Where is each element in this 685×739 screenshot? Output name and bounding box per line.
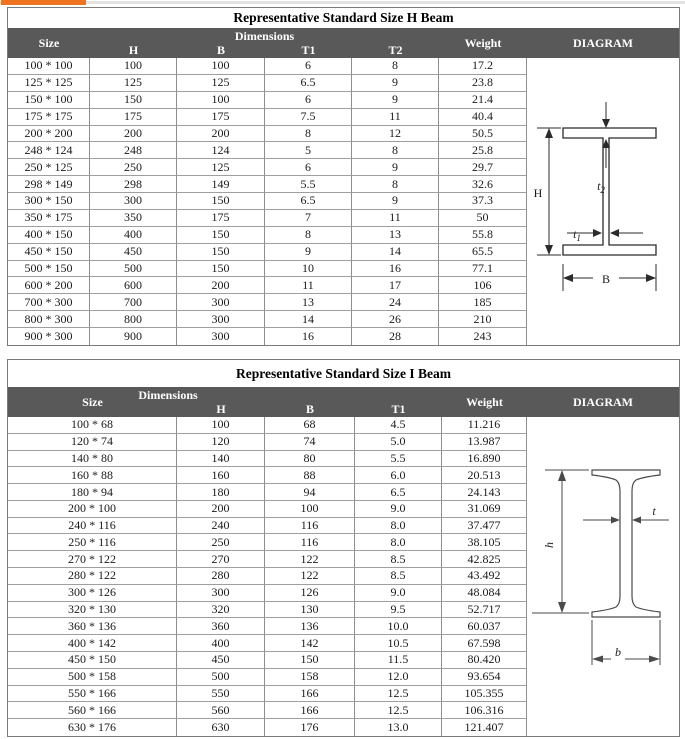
header-h: H — [128, 42, 139, 57]
table-cell-t1: 8.0 — [355, 534, 442, 551]
table-row — [8, 534, 527, 551]
table-row — [8, 686, 527, 703]
table-cell-h: 450 — [177, 652, 265, 669]
table-cell-t1: 12.0 — [355, 669, 442, 686]
table-cell-h: 100 — [177, 417, 265, 434]
table-cell-h: 250 — [177, 534, 265, 551]
i-beam-height-label: h — [542, 542, 556, 548]
table-row — [8, 311, 527, 328]
table-cell-t2: 9 — [352, 75, 439, 92]
table-cell-h: 320 — [177, 602, 265, 619]
table-cell-weight: 38.105 — [442, 534, 527, 551]
table-cell-size: 600 * 200 — [8, 277, 90, 294]
table-cell-size: 560 * 166 — [8, 702, 177, 719]
table-cell-t2: 26 — [352, 311, 439, 328]
table-cell-b: 149 — [177, 176, 265, 193]
table-row — [8, 702, 527, 719]
table-cell-t1: 9.0 — [355, 585, 442, 602]
i-beam-web-label: t — [652, 504, 656, 518]
table-cell-h: 160 — [177, 467, 265, 484]
table-cell-size: 200 * 200 — [8, 126, 90, 143]
table-cell-t1: 11 — [265, 277, 352, 294]
table-cell-t2: 9 — [352, 92, 439, 109]
header-t2: T2 — [388, 42, 403, 57]
table-row — [8, 109, 527, 126]
table-cell-b: 150 — [177, 193, 265, 210]
i-beam-table-body — [8, 417, 679, 736]
table-cell-h: 400 — [177, 635, 265, 652]
h-beam-diagram-cell — [527, 58, 679, 345]
table-cell-size: 450 * 150 — [8, 244, 90, 261]
table-cell-size: 250 * 116 — [8, 534, 177, 551]
table-row — [8, 652, 527, 669]
table-cell-t1: 9.5 — [355, 602, 442, 619]
table-cell-b: 126 — [265, 585, 355, 602]
table-row — [8, 328, 527, 345]
table-cell-t2: 11 — [352, 109, 439, 126]
table-cell-t1: 8.5 — [355, 568, 442, 585]
table-row — [8, 501, 527, 518]
table-cell-t1: 4.5 — [355, 417, 442, 434]
header-diagram: DIAGRAM — [573, 394, 633, 409]
table-row — [8, 142, 527, 159]
table-cell-t2: 12 — [352, 126, 439, 143]
table-cell-size: 248 * 124 — [8, 142, 90, 159]
table-cell-size: 298 * 149 — [8, 176, 90, 193]
table-cell-t1: 11.5 — [355, 652, 442, 669]
table-cell-size: 200 * 100 — [8, 501, 177, 518]
table-row — [8, 551, 527, 568]
table-cell-b: 300 — [177, 311, 265, 328]
i-beam-table-title: Representative Standard Size I Beam — [236, 365, 451, 381]
table-cell-weight: 25.8 — [439, 142, 527, 159]
table-cell-t1: 13.0 — [355, 719, 442, 736]
table-cell-b: 300 — [177, 328, 265, 345]
table-cell-t2: 13 — [352, 227, 439, 244]
h-beam-web-label: $t_1$ — [573, 227, 581, 243]
table-cell-t2: 8 — [352, 58, 439, 75]
table-cell-size: 270 * 122 — [8, 551, 177, 568]
table-cell-b: 175 — [177, 109, 265, 126]
table-cell-weight: 29.7 — [439, 159, 527, 176]
table-row — [8, 58, 527, 75]
table-cell-weight: 80.420 — [442, 652, 527, 669]
table-row — [8, 669, 527, 686]
table-cell-size: 250 * 125 — [8, 159, 90, 176]
table-cell-weight: 24.143 — [442, 484, 527, 501]
table-cell-weight: 13.987 — [442, 434, 527, 451]
table-cell-weight: 121.407 — [442, 719, 527, 736]
table-row — [8, 719, 527, 736]
table-cell-size: 800 * 300 — [8, 311, 90, 328]
table-cell-weight: 50.5 — [439, 126, 527, 143]
table-cell-h: 270 — [177, 551, 265, 568]
table-cell-h: 150 — [90, 92, 177, 109]
table-cell-t1: 6.0 — [355, 467, 442, 484]
table-cell-t2: 9 — [352, 159, 439, 176]
table-cell-t1: 6.5 — [355, 484, 442, 501]
table-cell-size: 400 * 142 — [8, 635, 177, 652]
table-cell-size: 120 * 74 — [8, 434, 177, 451]
table-cell-h: 140 — [177, 451, 265, 468]
table-cell-t1: 10.5 — [355, 635, 442, 652]
header-b: B — [305, 401, 314, 416]
table-cell-size: 500 * 158 — [8, 669, 177, 686]
table-cell-b: 150 — [177, 227, 265, 244]
table-cell-b: 116 — [265, 518, 355, 535]
table-cell-t2: 9 — [352, 193, 439, 210]
table-cell-weight: 60.037 — [442, 618, 527, 635]
table-cell-h: 200 — [90, 126, 177, 143]
table-cell-b: 80 — [265, 451, 355, 468]
table-cell-weight: 77.1 — [439, 261, 527, 278]
table-cell-h: 700 — [90, 294, 177, 311]
table-cell-h: 300 — [177, 585, 265, 602]
header-dimensions: Dimensions — [234, 28, 295, 43]
table-cell-weight: 21.4 — [439, 92, 527, 109]
table-cell-b: 150 — [177, 244, 265, 261]
table-cell-t1: 8.5 — [355, 551, 442, 568]
h-beam-width-label: B — [601, 272, 611, 286]
table-cell-t1: 6.5 — [265, 75, 352, 92]
table-cell-size: 320 * 130 — [8, 602, 177, 619]
table-cell-t1: 10.0 — [355, 618, 442, 635]
table-cell-b: 150 — [265, 652, 355, 669]
i-beam-diagram — [527, 417, 679, 736]
h-beam-table-body — [8, 58, 679, 345]
table-cell-size: 240 * 116 — [8, 518, 177, 535]
table-cell-t2: 8 — [352, 142, 439, 159]
table-cell-size: 175 * 175 — [8, 109, 90, 126]
table-cell-h: 300 — [90, 193, 177, 210]
table-cell-h: 450 — [90, 244, 177, 261]
table-cell-weight: 210 — [439, 311, 527, 328]
table-cell-size: 500 * 150 — [8, 261, 90, 278]
table-cell-b: 150 — [177, 261, 265, 278]
table-cell-h: 298 — [90, 176, 177, 193]
table-cell-weight: 32.6 — [439, 176, 527, 193]
table-cell-h: 200 — [177, 501, 265, 518]
table-cell-t2: 11 — [352, 210, 439, 227]
table-cell-weight: 243 — [439, 328, 527, 345]
table-cell-h: 240 — [177, 518, 265, 535]
table-row — [8, 434, 527, 451]
table-row — [8, 568, 527, 585]
table-cell-size: 300 * 126 — [8, 585, 177, 602]
table-cell-b: 122 — [265, 551, 355, 568]
table-row — [8, 294, 527, 311]
header-diagram: DIAGRAM — [573, 35, 633, 50]
table-row — [8, 585, 527, 602]
table-cell-b: 130 — [265, 602, 355, 619]
table-cell-size: 300 * 150 — [8, 193, 90, 210]
table-cell-weight: 55.8 — [439, 227, 527, 244]
table-row — [8, 92, 527, 109]
table-cell-h: 280 — [177, 568, 265, 585]
table-cell-size: 700 * 300 — [8, 294, 90, 311]
header-weight: Weight — [466, 394, 503, 409]
table-cell-b: 74 — [265, 434, 355, 451]
table-cell-t2: 17 — [352, 277, 439, 294]
table-cell-t1: 6 — [265, 159, 352, 176]
h-beam-table — [7, 7, 680, 346]
table-cell-size: 125 * 125 — [8, 75, 90, 92]
i-beam-data-grid — [8, 417, 527, 736]
table-row — [8, 635, 527, 652]
table-cell-b: 125 — [177, 159, 265, 176]
table-cell-t1: 9.0 — [355, 501, 442, 518]
table-cell-h: 250 — [90, 159, 177, 176]
table-cell-b: 176 — [265, 719, 355, 736]
table-cell-h: 360 — [177, 618, 265, 635]
table-row — [8, 451, 527, 468]
table-row — [8, 159, 527, 176]
table-row — [8, 602, 527, 619]
table-cell-weight: 185 — [439, 294, 527, 311]
table-cell-size: 550 * 166 — [8, 686, 177, 703]
header-t1: T1 — [391, 401, 406, 416]
table-cell-b: 125 — [177, 75, 265, 92]
i-beam-diagram-cell — [527, 417, 679, 736]
table-cell-t1: 6 — [265, 58, 352, 75]
h-beam-table-title: Representative Standard Size H Beam — [233, 10, 454, 25]
table-cell-t1: 8 — [265, 227, 352, 244]
table-cell-weight: 106 — [439, 277, 527, 294]
table-cell-weight: 16.890 — [442, 451, 527, 468]
h-beam-table-header — [8, 28, 679, 58]
table-row — [8, 176, 527, 193]
table-cell-t1: 9 — [265, 244, 352, 261]
table-row — [8, 244, 527, 261]
table-cell-weight: 50 — [439, 210, 527, 227]
table-cell-h: 100 — [90, 58, 177, 75]
table-cell-t1: 10 — [265, 261, 352, 278]
table-cell-t2: 16 — [352, 261, 439, 278]
table-cell-t1: 5 — [265, 142, 352, 159]
table-cell-size: 100 * 68 — [8, 417, 177, 434]
i-beam-table — [7, 359, 680, 737]
header-weight: Weight — [464, 35, 502, 50]
table-cell-h: 125 — [90, 75, 177, 92]
table-cell-weight: 37.3 — [439, 193, 527, 210]
table-cell-t2: 28 — [352, 328, 439, 345]
table-cell-t2: 8 — [352, 176, 439, 193]
table-cell-h: 248 — [90, 142, 177, 159]
table-row — [8, 227, 527, 244]
table-cell-size: 150 * 100 — [8, 92, 90, 109]
table-cell-t1: 8 — [265, 126, 352, 143]
table-cell-weight: 20.513 — [442, 467, 527, 484]
table-cell-t2: 24 — [352, 294, 439, 311]
header-h: H — [216, 401, 226, 416]
table-row — [8, 618, 527, 635]
table-cell-weight: 52.717 — [442, 602, 527, 619]
table-cell-t1: 12.5 — [355, 686, 442, 703]
table-cell-h: 120 — [177, 434, 265, 451]
table-cell-weight: 105.355 — [442, 686, 527, 703]
table-cell-t1: 5.5 — [265, 176, 352, 193]
h-beam-flange-label: $t_2$ — [597, 179, 605, 195]
table-row — [8, 417, 527, 434]
table-cell-weight: 23.8 — [439, 75, 527, 92]
i-beam-table-header — [8, 387, 679, 417]
progress-bar-track — [0, 1, 685, 4]
table-cell-t1: 7.5 — [265, 109, 352, 126]
table-row — [8, 467, 527, 484]
table-row — [8, 277, 527, 294]
table-cell-b: 166 — [265, 686, 355, 703]
h-beam-diagram — [527, 58, 679, 345]
table-cell-size: 360 * 136 — [8, 618, 177, 635]
table-cell-t2: 14 — [352, 244, 439, 261]
h-beam-height-label: H — [533, 186, 543, 200]
header-size: Size — [82, 394, 103, 409]
table-cell-h: 560 — [177, 702, 265, 719]
table-cell-h: 175 — [90, 109, 177, 126]
table-cell-t1: 6.5 — [265, 193, 352, 210]
table-cell-size: 280 * 122 — [8, 568, 177, 585]
table-cell-weight: 67.598 — [442, 635, 527, 652]
table-cell-b: 68 — [265, 417, 355, 434]
table-cell-b: 158 — [265, 669, 355, 686]
table-cell-b: 100 — [177, 92, 265, 109]
table-cell-h: 550 — [177, 686, 265, 703]
table-cell-b: 136 — [265, 618, 355, 635]
table-cell-t1: 14 — [265, 311, 352, 328]
table-cell-size: 100 * 100 — [8, 58, 90, 75]
table-cell-weight: 42.825 — [442, 551, 527, 568]
table-cell-weight: 17.2 — [439, 58, 527, 75]
table-cell-t1: 16 — [265, 328, 352, 345]
table-cell-h: 180 — [177, 484, 265, 501]
table-cell-b: 166 — [265, 702, 355, 719]
table-cell-size: 140 * 80 — [8, 451, 177, 468]
table-cell-t1: 13 — [265, 294, 352, 311]
table-cell-t1: 8.0 — [355, 518, 442, 535]
table-cell-h: 500 — [177, 669, 265, 686]
table-cell-b: 122 — [265, 568, 355, 585]
table-cell-h: 900 — [90, 328, 177, 345]
table-cell-size: 180 * 94 — [8, 484, 177, 501]
table-cell-size: 630 * 176 — [8, 719, 177, 736]
table-cell-h: 800 — [90, 311, 177, 328]
table-cell-b: 116 — [265, 534, 355, 551]
table-cell-size: 160 * 88 — [8, 467, 177, 484]
table-cell-t1: 7 — [265, 210, 352, 227]
table-cell-size: 350 * 175 — [8, 210, 90, 227]
table-cell-size: 900 * 300 — [8, 328, 90, 345]
table-cell-b: 300 — [177, 294, 265, 311]
table-cell-b: 142 — [265, 635, 355, 652]
header-dimensions: Dimensions — [138, 387, 198, 402]
table-cell-size: 400 * 150 — [8, 227, 90, 244]
table-cell-weight: 43.492 — [442, 568, 527, 585]
table-cell-b: 200 — [177, 126, 265, 143]
table-cell-b: 100 — [265, 501, 355, 518]
table-cell-t1: 6 — [265, 92, 352, 109]
table-row — [8, 210, 527, 227]
table-row — [8, 126, 527, 143]
table-cell-t1: 5.0 — [355, 434, 442, 451]
table-cell-b: 175 — [177, 210, 265, 227]
table-cell-b: 94 — [265, 484, 355, 501]
table-cell-weight: 40.4 — [439, 109, 527, 126]
table-cell-t1: 12.5 — [355, 702, 442, 719]
table-row — [8, 261, 527, 278]
table-row — [8, 518, 527, 535]
table-cell-size: 450 * 150 — [8, 652, 177, 669]
table-cell-h: 350 — [90, 210, 177, 227]
table-cell-weight: 65.5 — [439, 244, 527, 261]
table-cell-t1: 5.5 — [355, 451, 442, 468]
header-b: B — [216, 42, 225, 57]
h-beam-data-grid — [8, 58, 527, 345]
table-cell-b: 124 — [177, 142, 265, 159]
table-cell-b: 200 — [177, 277, 265, 294]
table-cell-weight: 106.316 — [442, 702, 527, 719]
table-cell-h: 500 — [90, 261, 177, 278]
table-cell-h: 600 — [90, 277, 177, 294]
table-cell-weight: 93.654 — [442, 669, 527, 686]
table-row — [8, 484, 527, 501]
table-cell-b: 100 — [177, 58, 265, 75]
table-row — [8, 75, 527, 92]
header-size: Size — [38, 35, 60, 50]
table-row — [8, 193, 527, 210]
table-cell-weight: 31.069 — [442, 501, 527, 518]
i-beam-width-label: b — [615, 645, 621, 659]
table-cell-h: 630 — [177, 719, 265, 736]
table-cell-weight: 11.216 — [442, 417, 527, 434]
header-t1: T1 — [301, 42, 316, 57]
progress-bar-fill — [1, 0, 86, 5]
table-cell-weight: 48.084 — [442, 585, 527, 602]
table-cell-b: 88 — [265, 467, 355, 484]
table-cell-h: 400 — [90, 227, 177, 244]
table-cell-weight: 37.477 — [442, 518, 527, 535]
